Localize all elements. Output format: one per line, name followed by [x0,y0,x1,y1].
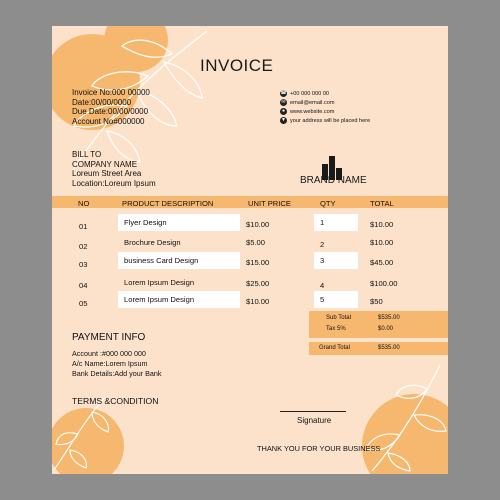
row-4-qty: 4 [320,281,325,290]
leaf-branch-bottom-left-icon [52,394,112,474]
phone-icon: ☎ [280,90,287,96]
column-header-description: PRODUCT DESCRIPTION [122,199,214,208]
row-1-description-box [118,214,240,231]
row-3-total: $45.00 [370,258,394,267]
row-4-no: 04 [79,281,88,290]
terms-heading: TERMS &CONDITION [72,396,159,406]
signature-label: Signature [297,416,332,425]
globe-icon: ● [281,108,286,114]
tax-label: Tax 5% [326,326,346,332]
invoice-meta [72,88,150,126]
payment-bank-details: Bank Details:Add your Bank [72,369,162,378]
leaf-branch-bottom-right-icon [352,361,448,474]
row-5-no: 05 [79,299,88,308]
column-header-qty: QTY [320,199,336,208]
payment-info-block [72,349,162,379]
signature-line [280,411,346,412]
row-4-unit-price: $25.00 [246,279,270,288]
row-2-total: $10.00 [370,238,394,247]
payment-account: Account :#000 000 000 [72,349,146,358]
row-3-qty: 3 [320,256,325,265]
contact-address: your address will be placed here [290,117,371,124]
sub-total-value: $535.00 [378,315,400,321]
column-header-unit-price: UNIT PRICE [248,199,291,208]
row-5-unit-price: $10.00 [246,297,270,306]
row-2-description: Brochure Design [124,238,181,247]
row-3-description: business Card Design [124,256,199,265]
column-header-no: NO [78,199,90,208]
row-2-no: 02 [79,242,88,251]
row-5-description: Lorem Ipsum Design [124,295,195,304]
contact-website-row [280,107,370,116]
contact-email-row [280,98,370,107]
contact-block [280,89,370,125]
brand-name: BRAND NAME [300,175,367,186]
row-1-total: $10.00 [370,220,394,229]
row-3-description-box [118,252,240,269]
grand-total-label: Grand Total [319,345,350,351]
bill-to-street: Loreum Street Area [72,169,142,179]
invoice-page [52,26,448,474]
sub-total-label: Sub Total [326,315,351,321]
row-1-qty-box [314,214,358,231]
location-pin-icon: ▼ [281,117,286,123]
contact-phone: +00 000 000 00 [290,90,330,97]
row-5-qty: 5 [320,295,325,304]
row-3-qty-box [314,252,358,269]
bill-to-heading: BILL TO [72,150,102,159]
row-4-description: Lorem Ipsum Design [124,278,195,287]
row-5-total: $50 [370,297,383,306]
column-header-total: TOTAL [370,199,394,208]
contact-email: email@email.com [290,99,335,106]
row-3-no: 03 [79,260,88,269]
bill-to-block [72,150,156,188]
invoice-number: Invoice No:000 00000 [72,88,150,97]
row-5-qty-box [314,291,358,308]
thank-you-message: THANK YOU FOR YOUR BUSINESS [257,444,381,453]
contact-phone-row [280,89,370,98]
bill-to-location: Location:Loreum Ipsum [72,178,156,188]
row-5-description-box [118,291,240,308]
row-3-unit-price: $15.00 [246,258,270,267]
invoice-date: Date:00/00/0000 [72,97,132,107]
invoice-account-number: Account No#000000 [72,116,145,126]
grand-total-value: $535.00 [378,345,400,351]
row-2-qty: 2 [320,240,325,249]
row-1-unit-price: $10.00 [246,220,270,229]
row-4-total: $100.00 [370,279,398,288]
row-1-description: Flyer Design [124,218,167,227]
row-1-no: 01 [79,222,88,231]
contact-address-row [280,116,370,125]
tax-value: $0.00 [378,326,394,332]
row-2-unit-price: $5.00 [246,238,266,247]
bill-to-company: COMPANY NAME [72,159,138,169]
row-1-qty: 1 [320,218,325,227]
invoice-due-date: Due Date:00/00/0000 [72,107,149,117]
payment-info-heading: PAYMENT INFO [72,332,146,343]
payment-account-name: A/c Name:Lorem Ipsum [72,359,148,368]
invoice-title: INVOICE [200,56,274,75]
email-icon: ✉ [281,99,286,105]
contact-website: www.website.com [290,108,335,115]
